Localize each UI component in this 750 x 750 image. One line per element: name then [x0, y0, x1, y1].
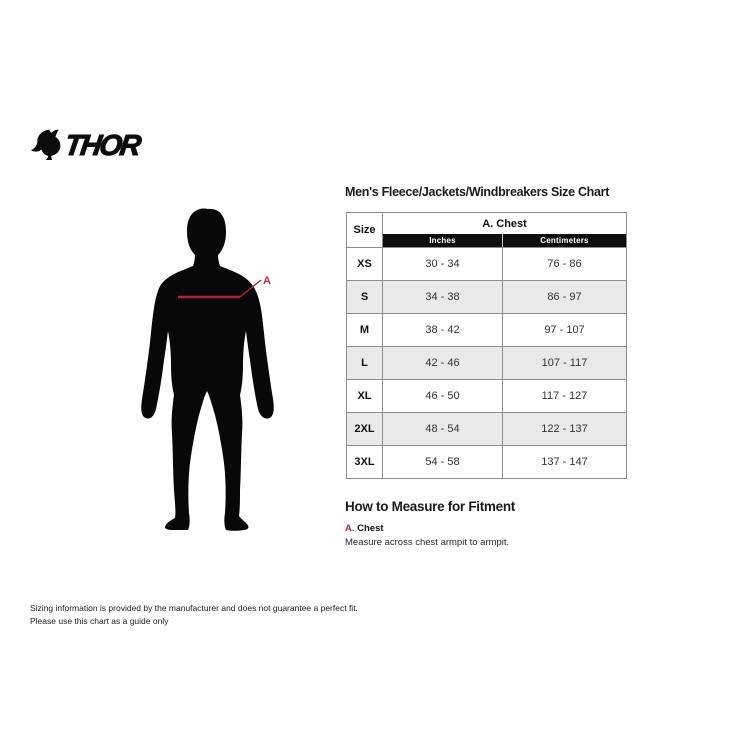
measure-label: Chest	[357, 523, 384, 534]
inches-cell: 38 - 42	[383, 314, 503, 346]
inches-cell: 54 - 58	[383, 446, 503, 478]
centimeters-cell: 86 - 97	[547, 291, 582, 303]
table-row	[347, 247, 626, 280]
centimeters-cell: 137 - 147	[541, 456, 588, 468]
table-header	[347, 213, 626, 247]
measure-item-chest	[345, 523, 509, 550]
thor-wordmark: THOR	[62, 130, 142, 162]
centimeters-cell: 122 - 137	[541, 423, 588, 435]
disclaimer-line-2: Please use this chart as a guide only	[30, 616, 169, 627]
size-cell: XL	[347, 380, 383, 412]
male-silhouette-figure	[115, 205, 315, 535]
size-cell: S	[347, 281, 383, 313]
inches-cell: 30 - 34	[383, 248, 503, 280]
size-column-header: Size	[347, 213, 383, 247]
body-silhouette	[141, 208, 274, 530]
size-cell: 2XL	[347, 413, 383, 445]
size-cell: 3XL	[347, 446, 383, 478]
table-row	[347, 379, 626, 412]
unit-header-row	[383, 234, 626, 247]
thor-logo	[28, 124, 178, 168]
inches-cell: 34 - 38	[383, 281, 503, 313]
table-row	[347, 445, 626, 478]
measure-letter: A.	[345, 523, 355, 534]
inches-column-header: Inches	[383, 234, 503, 247]
size-cell: M	[347, 314, 383, 346]
measure-item-title	[345, 523, 509, 536]
disclaimer-line-1: Sizing information is provided by the manufacturer and does not guarantee a perfect fit.	[30, 603, 358, 613]
thor-helmet-icon	[31, 130, 61, 160]
chest-column-group	[383, 213, 626, 247]
size-cell: XS	[347, 248, 383, 280]
centimeters-cell: 76 - 86	[547, 258, 582, 270]
table-body	[347, 247, 626, 478]
table-row	[347, 412, 626, 445]
how-to-measure-heading: How to Measure for Fitment	[345, 499, 515, 514]
inches-cell: 48 - 54	[383, 413, 503, 445]
size-chart-title: Men's Fleece/Jackets/Windbreakers Size Chart	[345, 185, 610, 199]
table-row	[347, 346, 626, 379]
inches-cell: 46 - 50	[383, 380, 503, 412]
sizing-disclaimer	[30, 602, 358, 628]
chest-group-header: A. Chest	[482, 217, 527, 230]
size-cell: L	[347, 347, 383, 379]
centimeters-cell: 97 - 107	[544, 324, 585, 336]
centimeters-column-header: Centimeters	[503, 234, 626, 247]
table-row	[347, 280, 626, 313]
inches-cell: 42 - 46	[383, 347, 503, 379]
table-row	[347, 313, 626, 346]
measure-description: Measure across chest armpit to armpit.	[345, 536, 510, 548]
centimeters-cell: 107 - 117	[541, 357, 588, 369]
chest-marker-label: A	[263, 275, 271, 287]
centimeters-cell: 117 - 127	[541, 390, 588, 402]
size-chart-table	[346, 212, 627, 479]
